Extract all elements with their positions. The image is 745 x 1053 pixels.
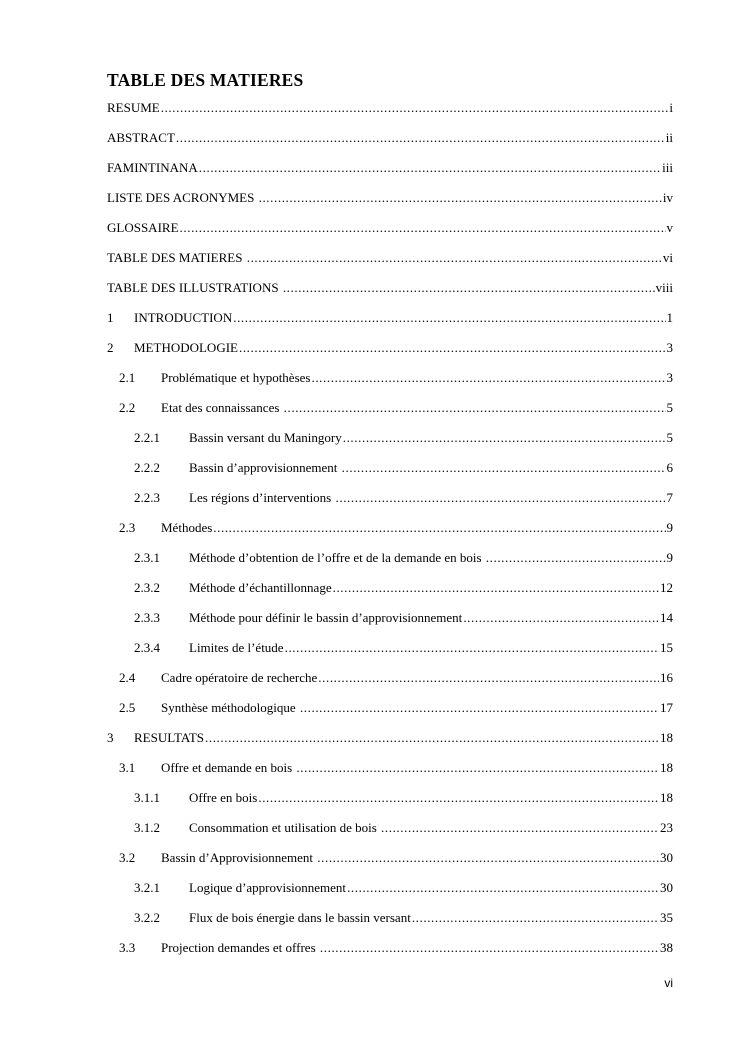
toc-dot-leader bbox=[300, 700, 659, 716]
toc-entry-number: 2.2.1 bbox=[134, 430, 160, 445]
toc-entry-label: Problématique et hypothèses bbox=[161, 370, 311, 385]
toc-dot-leader bbox=[284, 400, 666, 416]
toc-entry-page: 16 bbox=[660, 670, 673, 685]
toc-entry-label: Synthèse méthodologique bbox=[161, 700, 299, 715]
toc-dot-leader bbox=[347, 880, 659, 896]
toc-entry[interactable] bbox=[107, 340, 673, 356]
toc-entry-page: iv bbox=[662, 190, 673, 205]
toc-entry[interactable] bbox=[134, 490, 673, 506]
toc-entry[interactable] bbox=[107, 220, 673, 236]
toc-entry-label: Flux de bois énergie dans le bassin versant bbox=[189, 910, 411, 925]
toc-entry-number: 2.1 bbox=[119, 370, 136, 385]
toc-entry-page: 1 bbox=[666, 310, 673, 325]
toc-entry[interactable] bbox=[119, 760, 673, 776]
toc-entry-page: 30 bbox=[660, 880, 673, 895]
toc-entry-number: 2.4 bbox=[119, 670, 136, 685]
toc-entry-page: vi bbox=[662, 250, 673, 265]
toc-entry-page: iii bbox=[662, 160, 673, 175]
toc-entry[interactable] bbox=[107, 280, 673, 296]
toc-entry-label: Méthode pour définir le bassin d’approvisionnement bbox=[189, 610, 463, 625]
toc-entry-number: 2.2.2 bbox=[134, 460, 160, 475]
toc-entry-page: 9 bbox=[666, 550, 673, 565]
toc-entry-label: Les régions d’interventions bbox=[189, 490, 335, 505]
toc-dot-leader bbox=[176, 130, 665, 146]
toc-entry-label: Projection demandes et offres bbox=[161, 940, 319, 955]
toc-entry-label: LISTE DES ACRONYMES bbox=[107, 190, 258, 205]
toc-entry[interactable] bbox=[134, 790, 673, 806]
toc-entry-label: Bassin d’Approvisionnement bbox=[161, 850, 317, 865]
toc-entry-label: INTRODUCTION bbox=[134, 310, 233, 325]
toc-entry[interactable] bbox=[107, 100, 673, 116]
toc-entry[interactable] bbox=[107, 310, 673, 326]
toc-dot-leader bbox=[381, 820, 659, 836]
toc-entry-label: RESUME bbox=[107, 100, 160, 115]
toc-dot-leader bbox=[318, 670, 659, 686]
toc-dot-leader bbox=[161, 100, 669, 116]
toc-entry[interactable] bbox=[134, 610, 673, 626]
toc-entry[interactable] bbox=[119, 700, 673, 716]
toc-entry[interactable] bbox=[134, 820, 673, 836]
toc-entry-page: 5 bbox=[666, 430, 673, 445]
toc-entry-number: 3.1 bbox=[119, 760, 136, 775]
toc-entry-label: Logique d’approvisionnement bbox=[189, 880, 347, 895]
toc-entry-number: 2 bbox=[107, 340, 114, 355]
toc-entry-label: Etat des connaissances bbox=[161, 400, 283, 415]
toc-entry-label: Bassin d’approvisionnement bbox=[189, 460, 341, 475]
toc-entry[interactable] bbox=[119, 520, 673, 536]
toc-entry[interactable] bbox=[134, 430, 673, 446]
toc-dot-leader bbox=[259, 190, 662, 206]
toc-entry-number: 3.1.2 bbox=[134, 820, 160, 835]
toc-entry[interactable] bbox=[119, 400, 673, 416]
toc-dot-leader bbox=[199, 160, 661, 176]
toc-entry-page: 15 bbox=[660, 640, 673, 655]
toc-entry[interactable] bbox=[134, 910, 673, 926]
toc-entry-page: 14 bbox=[660, 610, 673, 625]
toc-entry-page: 6 bbox=[666, 460, 673, 475]
toc-entry-number: 3.3 bbox=[119, 940, 136, 955]
toc-entry[interactable] bbox=[119, 670, 673, 686]
toc-entry[interactable] bbox=[134, 580, 673, 596]
toc-entry[interactable] bbox=[107, 130, 673, 146]
toc-entry-page: 12 bbox=[660, 580, 673, 595]
toc-entry-page: 35 bbox=[660, 910, 673, 925]
toc-entry-page: 5 bbox=[666, 400, 673, 415]
toc-dot-leader bbox=[343, 430, 666, 446]
toc-entry-number: 2.3.1 bbox=[134, 550, 160, 565]
toc-entry-label: METHODOLOGIE bbox=[134, 340, 238, 355]
toc-entry-label: ABSTRACT bbox=[107, 130, 175, 145]
toc-entry-number: 2.2 bbox=[119, 400, 136, 415]
toc-dot-leader bbox=[285, 640, 659, 656]
toc-dot-leader bbox=[311, 370, 665, 386]
toc-dot-leader bbox=[213, 520, 665, 536]
toc-entry-page: 9 bbox=[666, 520, 673, 535]
toc-entry[interactable] bbox=[107, 160, 673, 176]
toc-entry-page: 38 bbox=[660, 940, 673, 955]
toc-entry-number: 2.5 bbox=[119, 700, 136, 715]
toc-dot-leader bbox=[258, 790, 659, 806]
toc-entry-label: Consommation et utilisation de bois bbox=[189, 820, 381, 835]
toc-entry-number: 2.3.3 bbox=[134, 610, 160, 625]
toc-dot-leader bbox=[296, 760, 659, 776]
toc-entry-number: 3 bbox=[107, 730, 114, 745]
toc-entry[interactable] bbox=[134, 640, 673, 656]
toc-title: TABLE DES MATIERES bbox=[107, 70, 304, 90]
toc-dot-leader bbox=[412, 910, 659, 926]
toc-entry-page: i bbox=[669, 100, 673, 115]
toc-entry-page: ii bbox=[665, 130, 673, 145]
toc-entry-label: TABLE DES MATIERES bbox=[107, 250, 246, 265]
toc-entry[interactable] bbox=[134, 460, 673, 476]
toc-entry-label: Méthodes bbox=[161, 520, 213, 535]
toc-entry-label: RESULTATS bbox=[134, 730, 204, 745]
toc-dot-leader bbox=[247, 250, 662, 266]
toc-entry-page: 23 bbox=[660, 820, 673, 835]
toc-entry-page: 3 bbox=[666, 370, 673, 385]
toc-dot-leader bbox=[336, 490, 666, 506]
toc-dot-leader bbox=[342, 460, 666, 476]
toc-dot-leader bbox=[333, 580, 659, 596]
toc-entry-number: 2.3.2 bbox=[134, 580, 160, 595]
toc-entry-page: viii bbox=[655, 280, 673, 295]
toc-entry-number: 3.1.1 bbox=[134, 790, 160, 805]
toc-entry-number: 3.2 bbox=[119, 850, 136, 865]
toc-dot-leader bbox=[463, 610, 659, 626]
toc-entry-label: Limites de l’étude bbox=[189, 640, 284, 655]
toc-entry-label: Méthode d’obtention de l’offre et de la demande en bois bbox=[189, 550, 485, 565]
toc-entry[interactable] bbox=[119, 940, 673, 956]
toc-dot-leader bbox=[180, 220, 666, 236]
toc-entry[interactable] bbox=[134, 550, 673, 566]
toc-entry[interactable] bbox=[107, 250, 673, 266]
toc-entry-number: 3.2.2 bbox=[134, 910, 160, 925]
toc-entry-label: Offre en bois bbox=[189, 790, 258, 805]
toc-entry-number: 3.2.1 bbox=[134, 880, 160, 895]
toc-entry[interactable] bbox=[134, 880, 673, 896]
toc-entry-page: 3 bbox=[666, 340, 673, 355]
toc-entry-number: 2.2.3 bbox=[134, 490, 160, 505]
toc-entry-label: Cadre opératoire de recherche bbox=[161, 670, 318, 685]
toc-entry-label: TABLE DES ILLUSTRATIONS bbox=[107, 280, 282, 295]
toc-dot-leader bbox=[239, 340, 666, 356]
toc-entry[interactable] bbox=[107, 730, 673, 746]
toc-entry-number: 1 bbox=[107, 310, 114, 325]
toc-dot-leader bbox=[283, 280, 655, 296]
toc-entry-page: 18 bbox=[660, 730, 673, 745]
toc-entry-page: v bbox=[666, 220, 673, 235]
toc-entry-page: 30 bbox=[660, 850, 673, 865]
toc-entry-label: Bassin versant du Maningory bbox=[189, 430, 342, 445]
toc-entry[interactable] bbox=[119, 850, 673, 866]
toc-entry-label: Méthode d’échantillonnage bbox=[189, 580, 332, 595]
toc-entry-label: GLOSSAIRE bbox=[107, 220, 179, 235]
toc-entry-number: 2.3.4 bbox=[134, 640, 160, 655]
toc-dot-leader bbox=[486, 550, 666, 566]
toc-dot-leader bbox=[317, 850, 659, 866]
toc-entry-page: 18 bbox=[660, 790, 673, 805]
toc-entry-number: 2.3 bbox=[119, 520, 136, 535]
toc-entry-label: FAMINTINANA bbox=[107, 160, 198, 175]
toc-entry[interactable] bbox=[107, 190, 673, 206]
toc-entry-page: 7 bbox=[666, 490, 673, 505]
toc-entry-page: 18 bbox=[660, 760, 673, 775]
toc-entry-page: 17 bbox=[660, 700, 673, 715]
toc-dot-leader bbox=[205, 730, 659, 746]
toc-entry-label: Offre et demande en bois bbox=[161, 760, 296, 775]
page-number: vi bbox=[664, 976, 673, 990]
toc-dot-leader bbox=[233, 310, 665, 326]
toc-entry[interactable] bbox=[119, 370, 673, 386]
toc-dot-leader bbox=[320, 940, 659, 956]
